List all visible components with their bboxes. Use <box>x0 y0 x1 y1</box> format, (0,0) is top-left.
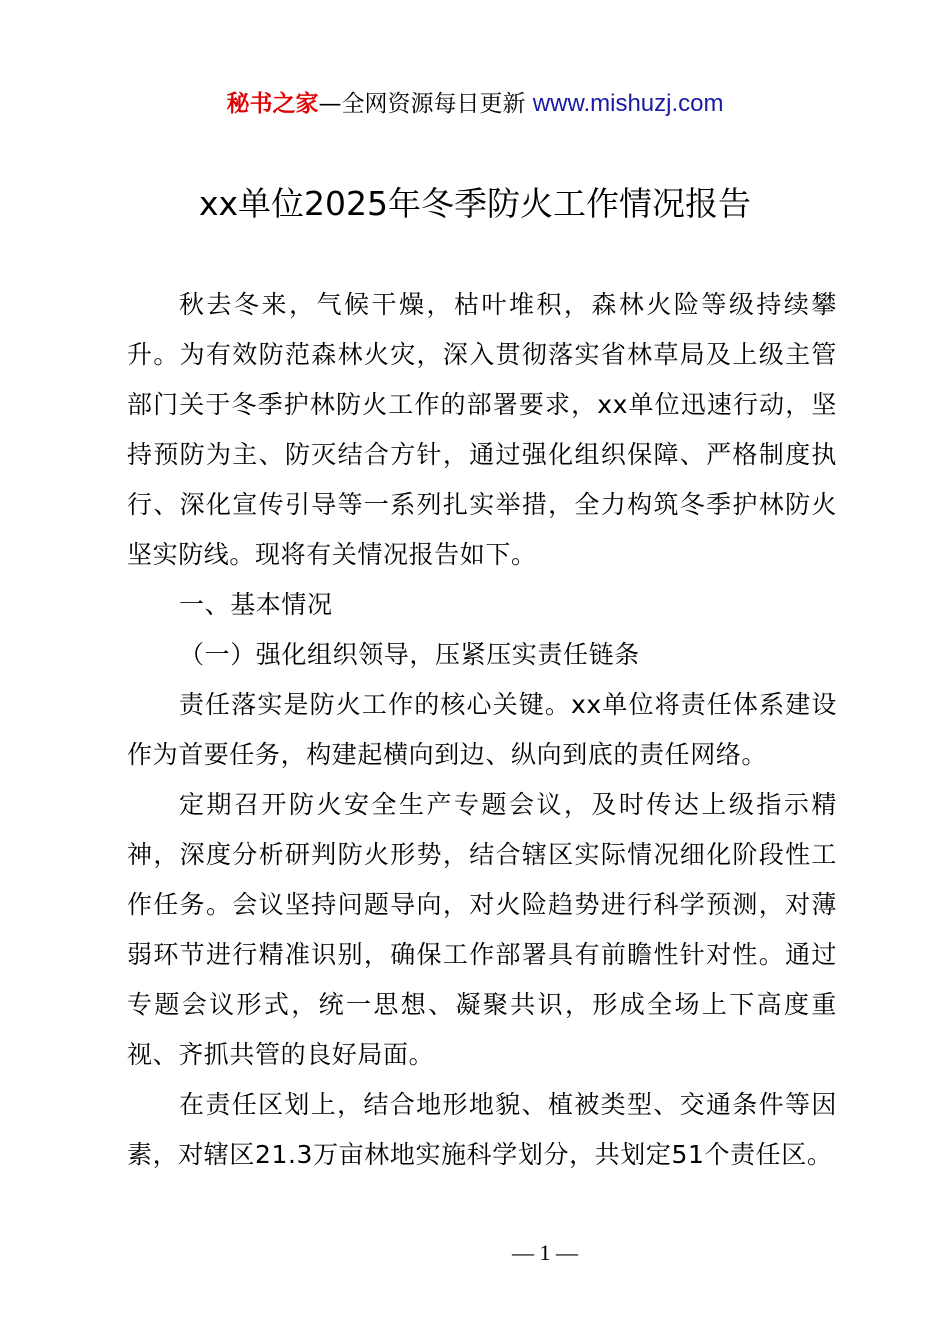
subsection-heading: （一）强化组织领导，压紧压实责任链条 <box>179 640 640 669</box>
page-number: — 1 — <box>512 1240 578 1265</box>
document-body <box>127 280 837 1180</box>
site-banner <box>0 88 950 120</box>
brand-name: 秘书之家 <box>226 91 319 117</box>
body-paragraph: 在责任区划上，结合地形地貌、植被类型、交通条件等因素，对辖区21.3万亩林地实施科学划分，共划定51个责任区。 <box>127 1090 837 1169</box>
body-paragraph: 责任落实是防火工作的核心关键。xx单位将责任体系建设作为首要任务，构建起横向到边、纵向到底的责任网络。 <box>127 690 837 769</box>
body-paragraph: 定期召开防火安全生产专题会议，及时传达上级指示精神，深度分析研判防火形势，结合辖区实际情况细化阶段性工作任务。会议坚持问题导向，对火险趋势进行科学预测，对薄弱环节进行精准识别，确保工作部署具有前瞻性针对性。通过专题会议形式，统一思想、凝聚共识，形成全场上下高度重视、齐抓共管的良好局面。 <box>127 790 837 1069</box>
section-heading: 一、基本情况 <box>179 590 333 619</box>
document-title: xx单位2025年冬季防火工作情况报告 <box>198 184 752 223</box>
site-url-link[interactable]: www.mishuzj.com <box>532 90 724 117</box>
banner-tagline: —全网资源每日更新 <box>318 91 526 117</box>
intro-paragraph: 秋去冬来，气候干燥，枯叶堆积，森林火险等级持续攀升。为有效防范森林火灾，深入贯彻落实省林草局及上级主管部门关于冬季护林防火工作的部署要求，xx单位迅速行动，坚持预防为主、防灭结合方针，通过强化组织保障、严格制度执行、深化宣传引导等一系列扎实举措，全力构筑冬季护林防火坚实防线。现将有关情况报告如下。 <box>127 290 837 569</box>
